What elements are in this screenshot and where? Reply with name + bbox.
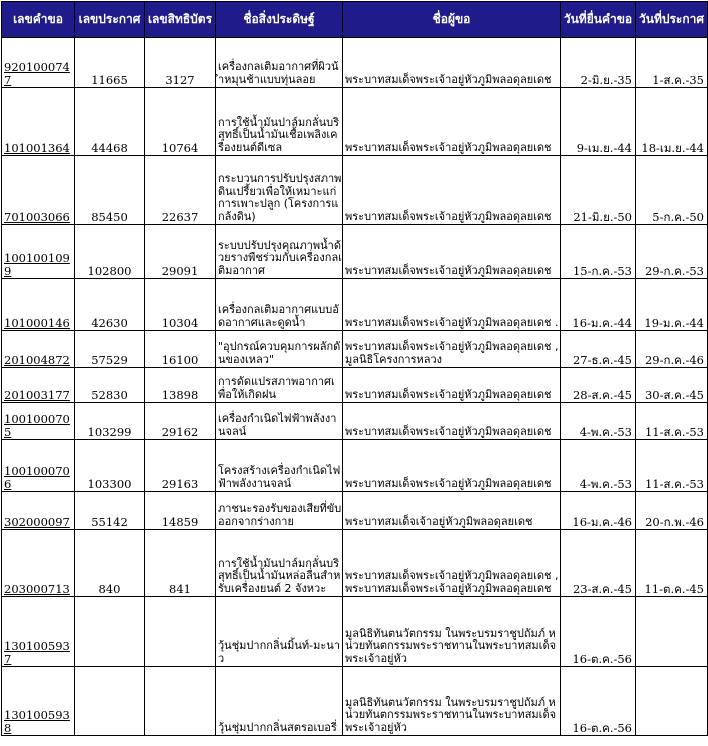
published-date: 11-ส.ค.-53 <box>636 440 708 492</box>
applicant-name: พระบาทสมเด็จพระเจ้าอยู่หัวภูมิพลอดุลยเดช <box>343 225 561 279</box>
applicant-name: พระบาทสมเด็จพระเจ้าอยู่หัวภูมิพลอดุลยเดช <box>343 38 561 88</box>
patent-no: 29163 <box>145 440 216 492</box>
announce-no: 52830 <box>75 368 145 403</box>
table-row <box>2 667 708 736</box>
announce-no <box>75 597 145 667</box>
request-no-link[interactable]: 203000713 <box>2 530 75 597</box>
invention-name: เครื่องกลเติมอากาศที่ผิวน้ำหมุนช้าแบบทุ่นลอย <box>216 38 343 88</box>
table-row <box>2 279 708 331</box>
patent-no: 29091 <box>145 225 216 279</box>
request-no-link[interactable]: 302000097 <box>2 492 75 530</box>
request-no-link[interactable]: 1001000706 <box>2 440 75 492</box>
filed-date: 21-มิ.ย.-50 <box>561 156 636 225</box>
col-header-filed-date[interactable]: วันที่ยื่นคำขอ <box>561 2 636 38</box>
applicant-name: พระบาทสมเด็จพระเจ้าอยู่หัวภูมิพลอดุลยเดช <box>343 156 561 225</box>
request-no-link[interactable]: 1001001099 <box>2 225 75 279</box>
filed-date: 4-พ.ค.-53 <box>561 440 636 492</box>
applicant-name: พระบาทสมเด็จพระเจ้าอยู่หัวภูมิพลอดุลยเดช <box>343 403 561 440</box>
published-date: 20-ก.พ.-46 <box>636 492 708 530</box>
invention-name: ภาชนะรองรับของเสียที่ขับออกจากร่างกาย <box>216 492 343 530</box>
request-no-link[interactable]: 9201000747 <box>2 38 75 88</box>
announce-no: 42630 <box>75 279 145 331</box>
applicant-name: พระบาทสมเด็จพระเจ้าอยู่หัวภูมิพลอดุลยเดช , พระบาทสมเด็จพระเจ้าอยู่หัวภูมิพลอดุลยเดช <box>343 530 561 597</box>
published-date: 29-ก.ค.-46 <box>636 331 708 368</box>
request-no-link[interactable]: 1301005938 <box>2 667 75 736</box>
request-no-link[interactable]: 1301005937 <box>2 597 75 667</box>
published-date: 5-ก.ค.-50 <box>636 156 708 225</box>
table-row <box>2 403 708 440</box>
invention-name: ระบบปรับปรุงคุณภาพน้ำด้วยรางพืชร่วมกับเครื่องกลเติมอากาศ <box>216 225 343 279</box>
table-row <box>2 331 708 368</box>
invention-name: เครื่องกำเนิดไฟฟ้าพลังงานจลน์ <box>216 403 343 440</box>
col-header-invention[interactable]: ชื่อสิ่งประดิษฐ์ <box>216 2 343 38</box>
header-row <box>2 2 708 38</box>
filed-date: 2-มิ.ย.-35 <box>561 38 636 88</box>
patent-no: 10764 <box>145 88 216 156</box>
applicant-name: พระบาทสมเด็จพระเจ้าอยู่หัวภูมิพลอดุลยเดช <box>343 368 561 403</box>
applicant-name: พระบาทสมเด็จพระเจ้าอยู่หัวภูมิพลอดุลยเดช <box>343 88 561 156</box>
patent-no: 13898 <box>145 368 216 403</box>
announce-no: 11665 <box>75 38 145 88</box>
announce-no: 44468 <box>75 88 145 156</box>
applicant-name: มูลนิธิทันตนวัตกรรม ในพระบรมราชูปถัมภ์ หน่วยทันตกรรมพระราชทานในพระบาทสมเด็จพระเจ้าอยู่หัว <box>343 597 561 667</box>
filed-date: 16-ต.ค.-56 <box>561 667 636 736</box>
filed-date: 16-ต.ค.-56 <box>561 597 636 667</box>
filed-date: 23-ส.ค.-45 <box>561 530 636 597</box>
announce-no: 55142 <box>75 492 145 530</box>
published-date: 30-ส.ค.-45 <box>636 368 708 403</box>
announce-no: 103299 <box>75 403 145 440</box>
announce-no: 840 <box>75 530 145 597</box>
table-row <box>2 597 708 667</box>
table-row <box>2 368 708 403</box>
filed-date: 4-พ.ค.-53 <box>561 403 636 440</box>
invention-name: การใช้น้ำมันปาล์มกลั่นบริสุทธิ์เป็นน้ำมันหล่อลื่นสำหรับเครื่องยนต์ 2 จังหวะ <box>216 530 343 597</box>
announce-no: 103300 <box>75 440 145 492</box>
published-date: 11-ส.ค.-53 <box>636 403 708 440</box>
invention-name: การใช้น้ำมันปาล์มกลั่นบริสุทธิ์เป็นน้ำมันเชื้อเพลิงเครื่องยนต์ดีเซล <box>216 88 343 156</box>
request-no-link[interactable]: 201003177 <box>2 368 75 403</box>
table-row <box>2 88 708 156</box>
published-date: 18-เม.ย.-44 <box>636 88 708 156</box>
invention-name: "อุปกรณ์ควบคุมการผลักดันของเหลว" <box>216 331 343 368</box>
patent-no: 16100 <box>145 331 216 368</box>
filed-date: 28-ส.ค.-45 <box>561 368 636 403</box>
published-date <box>636 667 708 736</box>
invention-name: วุ้นชุ่มปากกลิ่นสตรอเบอรี่ <box>216 667 343 736</box>
patent-no: 22637 <box>145 156 216 225</box>
table-row <box>2 492 708 530</box>
table-row <box>2 530 708 597</box>
request-no-link[interactable]: 101000146 <box>2 279 75 331</box>
filed-date: 15-ก.ค.-53 <box>561 225 636 279</box>
invention-name: วุ้นชุ่มปากกลิ่นมิ้นท์-มะนาว <box>216 597 343 667</box>
filed-date: 16-ม.ค.-46 <box>561 492 636 530</box>
invention-name: โครงสร้างเครื่องกำเนิดไฟฟ้าพลังงานจลน์ <box>216 440 343 492</box>
patent-no: 3127 <box>145 38 216 88</box>
invention-name: กระบวนการปรับปรุงสภาพดินเปรี้ยวเพื่อให้เหมาะแก่การเพาะปลูก (โครงการแกล้งดิน) <box>216 156 343 225</box>
applicant-name: มูลนิธิทันตนวัตกรรม ในพระบรมราชูปถัมภ์ หน่วยทันตกรรมพระราชทานในพระบาทสมเด็จพระเจ้าอยู่หัว <box>343 667 561 736</box>
published-date: 1-ส.ค.-35 <box>636 38 708 88</box>
patent-no <box>145 597 216 667</box>
col-header-request-no[interactable]: เลขคำขอ <box>2 2 75 38</box>
patent-no: 14859 <box>145 492 216 530</box>
applicant-name: พระบาทสมเด็จเจ้าอยู่หัวภูมิพลอดุลยเดช <box>343 492 561 530</box>
patent-no: 841 <box>145 530 216 597</box>
table-row <box>2 156 708 225</box>
col-header-applicant[interactable]: ชื่อผู้ขอ <box>343 2 561 38</box>
announce-no: 85450 <box>75 156 145 225</box>
invention-name: เครื่องกลเติมอากาศแบบอัดอากาศและดูดน้ำ <box>216 279 343 331</box>
invention-name: การดัดแปรสภาพอากาศเพื่อให้เกิดฝน <box>216 368 343 403</box>
applicant-name: พระบาทสมเด็จพระเจ้าอยู่หัวภูมิพลอดุลยเดช <box>343 440 561 492</box>
col-header-published-date[interactable]: วันที่ประกาศ <box>636 2 708 38</box>
published-date: 19-ม.ค.-44 <box>636 279 708 331</box>
published-date: 29-ก.ค.-53 <box>636 225 708 279</box>
published-date <box>636 597 708 667</box>
patent-no: 10304 <box>145 279 216 331</box>
applicant-name: พระบาทสมเด็จพระเจ้าอยู่หัวภูมิพลอดุลยเดช . <box>343 279 561 331</box>
table-row <box>2 225 708 279</box>
patent-no: 29162 <box>145 403 216 440</box>
patent-no <box>145 667 216 736</box>
request-no-link[interactable]: 701003066 <box>2 156 75 225</box>
table-row <box>2 38 708 88</box>
applicant-name: พระบาทสมเด็จพระเจ้าอยู่หัวภูมิพลอดุลยเดช , มูลนิธิโครงการหลวง <box>343 331 561 368</box>
request-no-link[interactable]: 101001364 <box>2 88 75 156</box>
request-no-link[interactable]: 1001000705 <box>2 403 75 440</box>
col-header-announce-no[interactable]: เลขประกาศ <box>75 2 145 38</box>
filed-date: 27-ธ.ค.-45 <box>561 331 636 368</box>
published-date: 11-ต.ค.-45 <box>636 530 708 597</box>
patent-table <box>1 1 708 736</box>
table-row <box>2 440 708 492</box>
announce-no: 102800 <box>75 225 145 279</box>
announce-no <box>75 667 145 736</box>
request-no-link[interactable]: 201004872 <box>2 331 75 368</box>
col-header-patent-no[interactable]: เลขสิทธิบัตร <box>145 2 216 38</box>
filed-date: 16-ม.ค.-44 <box>561 279 636 331</box>
filed-date: 9-เม.ย.-44 <box>561 88 636 156</box>
announce-no: 57529 <box>75 331 145 368</box>
